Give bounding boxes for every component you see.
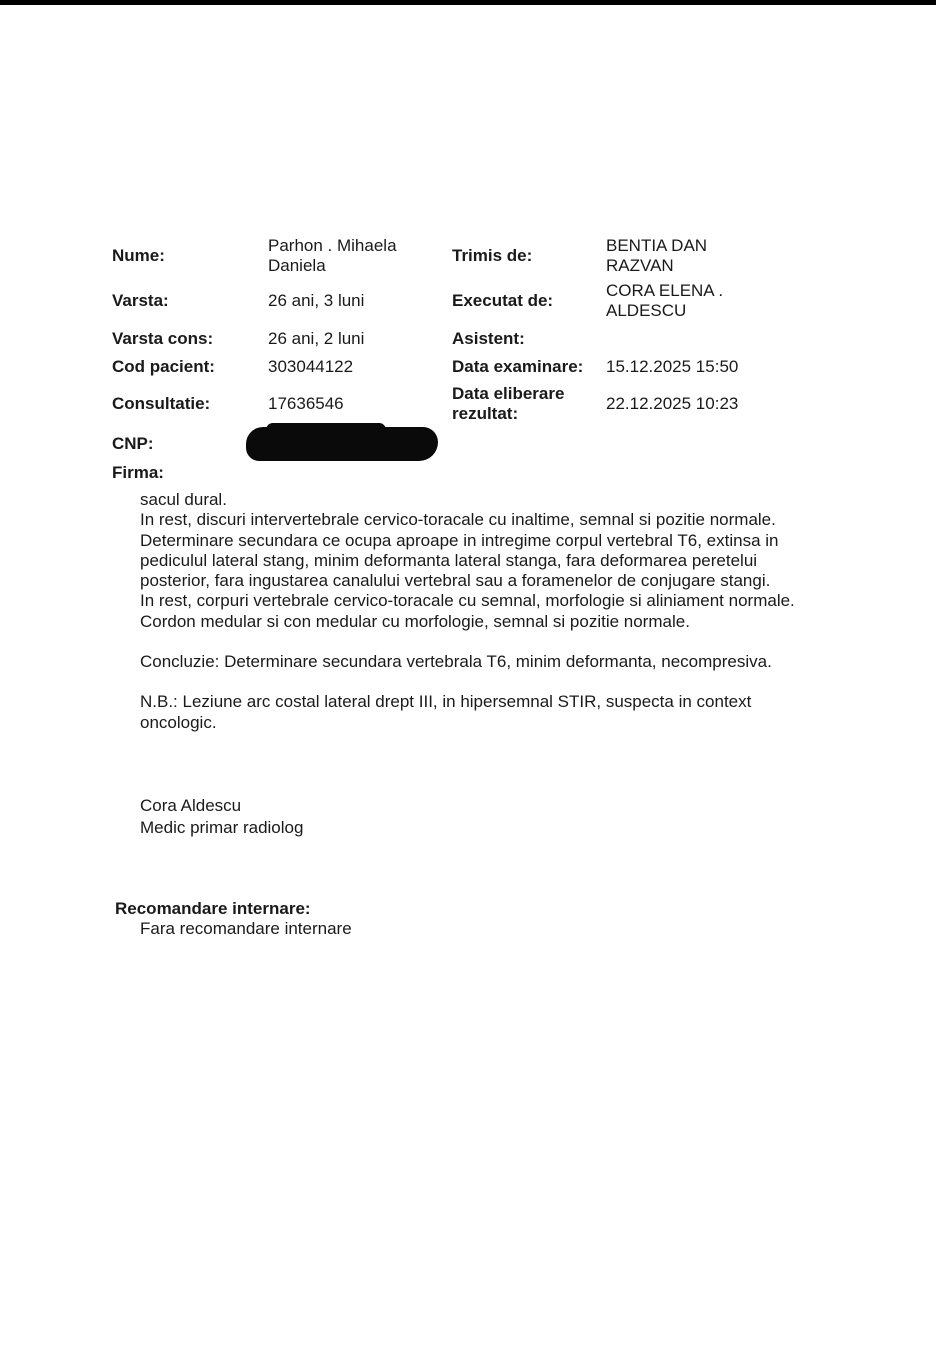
varsta-label: Varsta: — [112, 291, 169, 310]
name-value-line2: Daniela — [268, 256, 326, 275]
data-eliberare-label-line2: rezultat: — [452, 404, 519, 423]
top-border — [0, 0, 936, 5]
name-label: Nume: — [112, 246, 165, 265]
cod-pacient-label: Cod pacient: — [112, 357, 215, 376]
cod-pacient-value: 303044122 — [268, 357, 354, 376]
trimis-value-line2: RAZVAN — [606, 256, 674, 275]
nb-line2: oncologic. — [140, 712, 217, 732]
report-line: Cordon medular si con medular cu morfologie, semnal si pozitie normale. — [140, 611, 690, 631]
executat-value-line2: ALDESCU — [606, 301, 687, 320]
signature-name: Cora Aldescu — [140, 796, 242, 815]
conclusion: Concluzie: Determinare secundara vertebrala T6, minim deformanta, necompresiva. — [140, 652, 772, 672]
data-examinare-label: Data examinare: — [452, 357, 584, 376]
report-line: sacul dural. — [140, 490, 227, 509]
recommendation-label: Recomandare internare: — [115, 899, 311, 918]
trimis-value-line1: BENTIA DAN — [606, 236, 708, 255]
cnp-redaction — [246, 427, 438, 461]
asistent-label: Asistent: — [452, 329, 525, 348]
report-line: pediculul lateral stang, minim deformanta lateral stanga, fara deformarea peretelui — [140, 550, 758, 570]
trimis-label: Trimis de: — [452, 246, 533, 265]
varsta-cons-value: 26 ani, 2 luni — [268, 329, 365, 348]
signature-title: Medic primar radiolog — [140, 818, 304, 837]
report-line: Determinare secundara ce ocupa aproape in intregime corpul vertebral T6, extinsa in — [140, 530, 779, 550]
varsta-cons-label: Varsta cons: — [112, 329, 214, 348]
consultatie-value: 17636546 — [268, 394, 344, 413]
report-line: In rest, corpuri vertebrale cervico-toracale cu semnal, morfologie si aliniament normale. — [140, 591, 795, 611]
executat-label: Executat de: — [452, 291, 554, 310]
data-eliberare-value: 22.12.2025 10:23 — [606, 394, 739, 413]
firma-label: Firma: — [112, 463, 164, 482]
executat-value-line1: CORA ELENA . — [606, 281, 724, 300]
data-eliberare-label-line1: Data eliberare — [452, 384, 565, 403]
nb-line1: N.B.: Leziune arc costal lateral drept III, in hipersemnal STIR, suspecta in context — [140, 692, 752, 712]
data-examinare-value: 15.12.2025 15:50 — [606, 357, 739, 376]
report-line: posterior, fara ingustarea canalului vertebral sau a foramenelor de conjugare stangi. — [140, 571, 771, 591]
consultatie-label: Consultatie: — [112, 394, 211, 413]
report-line: In rest, discuri intervertebrale cervico-toracale cu inaltime, semnal si pozitie normale. — [140, 510, 776, 530]
varsta-value: 26 ani, 3 luni — [268, 291, 365, 310]
recommendation-value: Fara recomandare internare — [140, 919, 352, 938]
report-body — [140, 490, 860, 733]
name-value-line1: Parhon . Mihaela — [268, 236, 397, 255]
cnp-label: CNP: — [112, 434, 154, 453]
